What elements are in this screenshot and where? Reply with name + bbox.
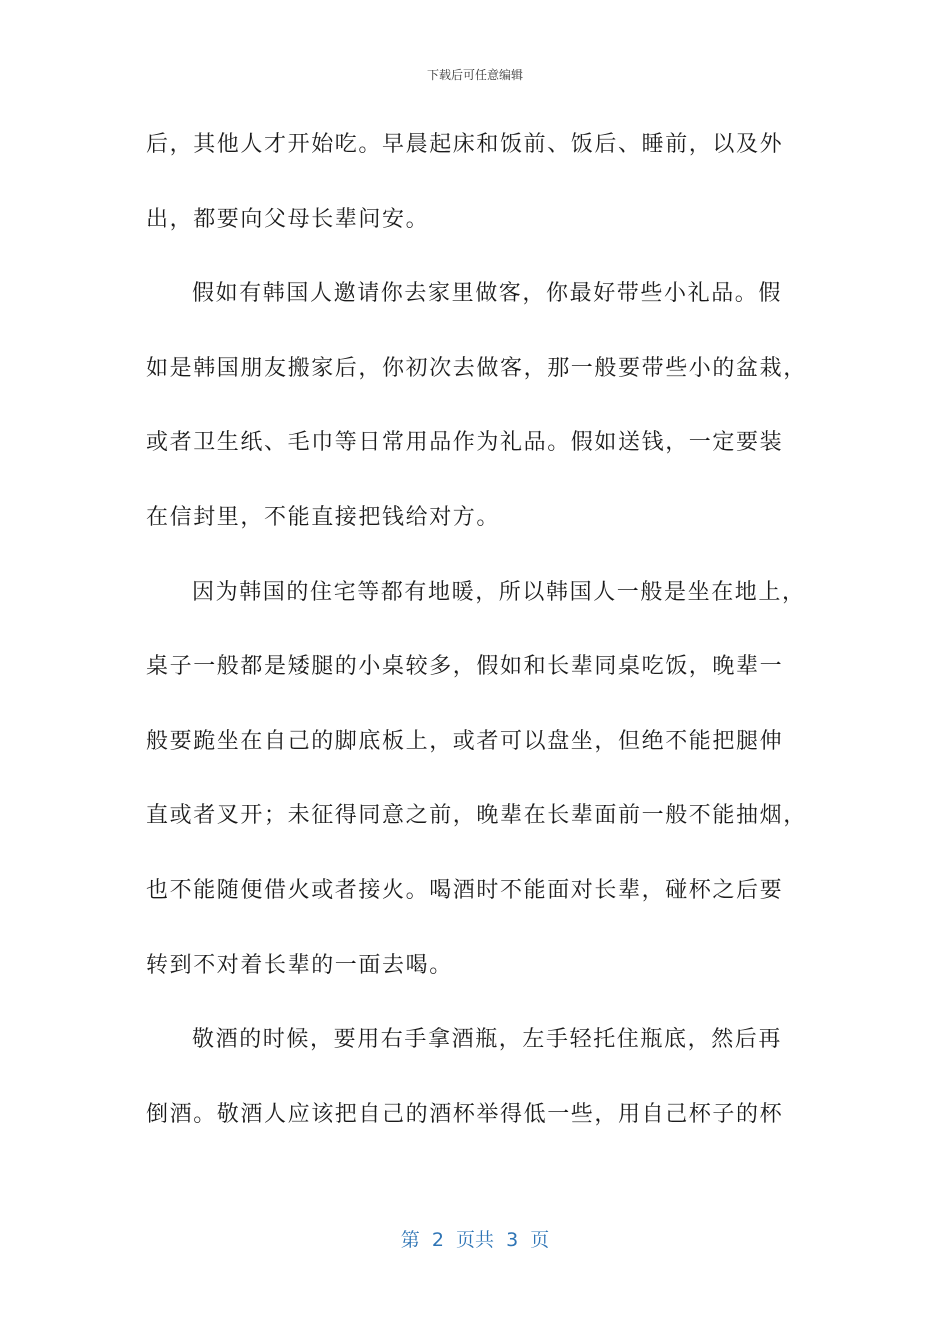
text-line: 出，都要向父母长辈问安。: [146, 206, 430, 232]
text-line: 倒酒。敬酒人应该把自己的酒杯举得低一些，用自己杯子的杯: [146, 1101, 784, 1127]
text-line: 如是韩国朋友搬家后，你初次去做客，那一般要带些小的盆栽，: [146, 355, 807, 381]
text-line: 也不能随便借火或者接火。喝酒时不能面对长辈，碰杯之后要: [146, 877, 784, 903]
page-header: 下载后可任意编辑: [426, 68, 523, 82]
paragraph-start-line: 敬酒的时候，要用右手拿酒瓶，左手轻托住瓶底，然后再: [192, 1027, 783, 1053]
text-line: 在信封里，不能直接把钱给对方。: [146, 504, 501, 530]
paragraph-start-line: 因为韩国的住宅等都有地暖，所以韩国人一般是坐在地上，: [192, 579, 806, 605]
text-line: 直或者叉开；未征得同意之前，晚辈在长辈面前一般不能抽烟，: [146, 803, 807, 829]
text-line: 般要跪坐在自己的脚底板上，或者可以盘坐，但绝不能把腿伸: [146, 728, 784, 754]
text-line: 后，其他人才开始吃。早晨起床和饭前、饭后、睡前，以及外: [146, 132, 784, 157]
paragraph-start-line: 假如有韩国人邀请你去家里做客，你最好带些小礼品。假: [192, 281, 783, 307]
text-line: 转到不对着长辈的一面去喝。: [146, 952, 453, 978]
text-line: 桌子一般都是矮腿的小桌较多，假如和长辈同桌吃饭，晚辈一: [146, 654, 784, 680]
page-footer-page-number: 第 2 页共 3 页: [400, 1229, 550, 1251]
document-body: [146, 108, 806, 1152]
text-line: 或者卫生纸、毛巾等日常用品作为礼品。假如送钱，一定要装: [146, 430, 784, 456]
